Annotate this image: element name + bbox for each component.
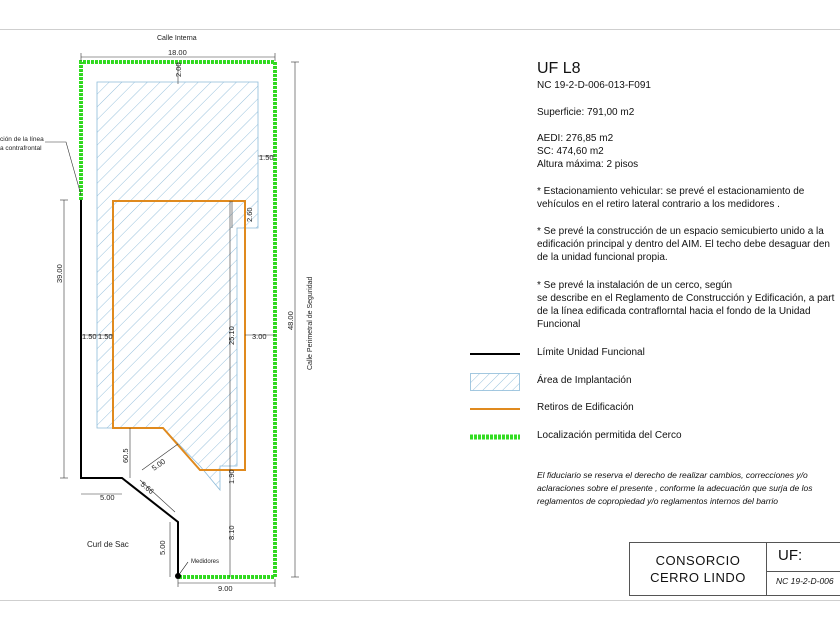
note-fence bbox=[537, 279, 837, 331]
dim-inner-small: 2.60 bbox=[245, 207, 254, 222]
dim-right-setback: 3.00 bbox=[252, 332, 267, 341]
disclaimer-text bbox=[537, 469, 837, 508]
implantation-symbol bbox=[470, 373, 520, 391]
note-parking-line: * Estacionamiento vehicular: se prevé el estacionamiento de bbox=[537, 186, 805, 197]
dim-top-setback: 2.00 bbox=[174, 62, 183, 77]
area-block bbox=[537, 132, 837, 171]
note-parking-line: vehículos en el retiro lateral contrario a los medidores . bbox=[537, 199, 780, 210]
title-block bbox=[629, 542, 840, 596]
fence-symbol bbox=[470, 431, 520, 443]
title-block-uf-label: UF: bbox=[778, 547, 803, 564]
consortium-name-line1: CONSORCIO bbox=[655, 553, 741, 568]
note-fence-line: se describe en el Reglamento de Construcción y Edificación, a part bbox=[537, 293, 835, 304]
legend-item-setbacks bbox=[470, 399, 840, 419]
title-block-divider bbox=[767, 571, 840, 572]
note-semicovered-line: de la unidad funcional propia. bbox=[537, 252, 668, 263]
title-block-nc: NC 19-2-D-006 bbox=[776, 576, 834, 586]
street-top-label: Calle Interna bbox=[157, 35, 197, 42]
dim-inner-height: 25.10 bbox=[227, 326, 236, 345]
surface-text: Superficie: 791,00 m2 bbox=[537, 107, 635, 118]
note-semicovered bbox=[537, 225, 837, 264]
dim-inner-left: 1.50 bbox=[98, 332, 113, 341]
legend-label: Área de Implantación bbox=[537, 375, 632, 386]
note-fence-line: de la línea edificada contraflorntal hacia el fondo de la Unidad bbox=[537, 306, 811, 317]
title-block-name-cell bbox=[630, 543, 767, 595]
dim-diag-bottom: 5.66 bbox=[138, 479, 156, 496]
dim-bottom-left: 5.00 bbox=[100, 493, 115, 502]
legend-item-lot-limit bbox=[470, 344, 840, 364]
dim-top-width: 18.00 bbox=[168, 48, 187, 57]
curl-de-sac-label: Curl de Sac bbox=[87, 540, 129, 549]
legend-item-fence bbox=[470, 427, 840, 447]
dim-bottom-vertical: 5.00 bbox=[158, 540, 167, 555]
sc-text: SC: 474,60 m2 bbox=[537, 146, 604, 157]
dim-diag-mid: 5.00 bbox=[149, 456, 168, 473]
dim-right-setback-upper: 1.50 bbox=[259, 153, 274, 162]
dim-right-lower: 8.10 bbox=[227, 525, 236, 540]
note-semicovered-line: * Se prevé la construcción de un espacio semicubierto unido a la bbox=[537, 226, 824, 237]
annotation-line-2: a contrafrontal bbox=[0, 145, 42, 152]
aedi-text: AEDI: 276,85 m2 bbox=[537, 133, 614, 144]
lot-cadastral-number: NC 19-2-D-006-013-F091 bbox=[537, 80, 651, 91]
lot-limit-symbol bbox=[470, 348, 520, 360]
legend-item-implantation bbox=[470, 372, 840, 392]
legend-label: Retiros de Edificación bbox=[537, 402, 634, 413]
street-right-label: Calle Perimetral de Seguridad bbox=[307, 276, 314, 370]
note-semicovered-line: edificación principal y dentro del AIM. El techo debe desaguar den bbox=[537, 239, 830, 250]
consortium-name-line2: CERRO LINDO bbox=[650, 570, 746, 585]
dim-diag-left: 60.5 bbox=[121, 448, 130, 463]
dim-bottom-width: 9.00 bbox=[218, 584, 233, 593]
setbacks-symbol bbox=[470, 403, 520, 415]
annotation-line-1: ción de la línea bbox=[0, 136, 44, 143]
dim-right-total: 48.00 bbox=[286, 311, 295, 330]
disclaimer-line: El fiduciario se reserva el derecho de realizar cambios, correcciones y/o bbox=[537, 470, 808, 480]
legend-label: Localización permitida del Cerco bbox=[537, 430, 682, 441]
disclaimer-line: aclaraciones sobre el presente , conforme la adecuación que surja de los bbox=[537, 483, 813, 493]
note-fence-line: Funcional bbox=[537, 319, 581, 330]
note-fence-line: * Se prevé la instalación de un cerco, según bbox=[537, 280, 733, 291]
dim-left-total: 39.00 bbox=[55, 264, 64, 283]
dim-left-setback: 1.50 bbox=[82, 332, 97, 341]
max-height-text: Altura máxima: 2 pisos bbox=[537, 159, 639, 170]
meter-label: Medidores bbox=[191, 559, 220, 565]
legend-label: Límite Unidad Funcional bbox=[537, 347, 645, 358]
note-parking bbox=[537, 185, 837, 211]
disclaimer-line: reglamentos de copropiedad y/o reglamentos internos del barrio bbox=[537, 496, 778, 506]
dim-bottom-gap: 1.90 bbox=[227, 469, 236, 484]
lot-title: UF L8 bbox=[537, 60, 581, 77]
